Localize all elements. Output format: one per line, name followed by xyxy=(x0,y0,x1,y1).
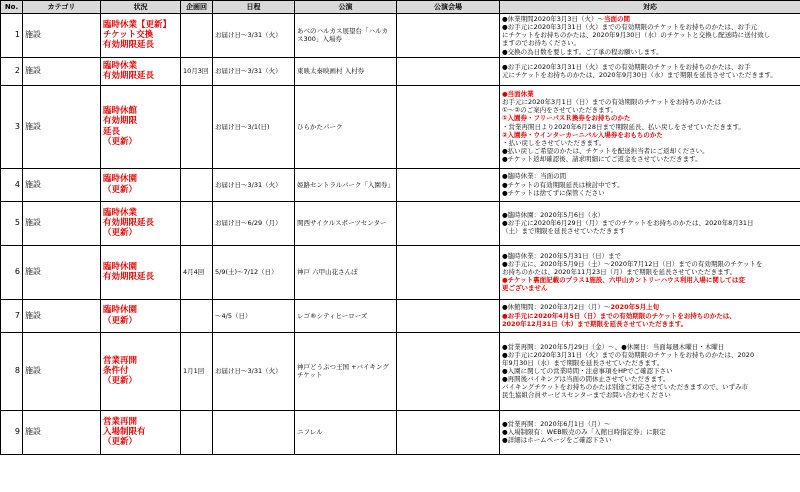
status-line: 営業再開 xyxy=(103,355,138,366)
status-line: （更新） xyxy=(103,315,138,326)
status-line: 営業再開 xyxy=(103,416,138,427)
row-event: 関西サイクルスポーツセンター xyxy=(295,201,397,245)
row-number: 7 xyxy=(1,299,23,332)
response-line xyxy=(502,48,798,56)
row-category: 施設 xyxy=(23,168,101,201)
response-line xyxy=(502,227,798,235)
header-times: 企画回 xyxy=(181,1,213,14)
response-line xyxy=(502,90,798,98)
header-date: 日程 xyxy=(213,1,295,14)
response-text: ●お手元に2020年3月31日（火）までの有効期限のチケットをお持ちのかたは、2020 xyxy=(502,350,755,359)
response-line xyxy=(502,219,798,227)
row-date: お届け日～3/31（火） xyxy=(213,168,295,201)
table-row xyxy=(1,245,800,299)
status-line: 有効期限延長 xyxy=(103,217,155,228)
status-line: 有効期限延長 xyxy=(103,71,155,82)
header-response: 対応 xyxy=(500,1,800,14)
row-venue xyxy=(397,85,500,168)
status-line: 臨時休園 xyxy=(103,305,138,316)
status-line: 有効期限 xyxy=(103,116,138,127)
table-row xyxy=(1,168,800,201)
row-event: 東映太秦映画村 入村券 xyxy=(295,57,397,85)
response-text: ●再開後バイキングは当面の間休止させていただきます。 xyxy=(502,375,670,384)
response-line xyxy=(502,420,798,428)
header-status: 状況 xyxy=(101,1,181,14)
row-status xyxy=(101,85,181,168)
row-date: 5/9(土)～7/12（日） xyxy=(213,245,295,299)
row-number: 5 xyxy=(1,201,23,245)
response-highlight: 更ございません xyxy=(502,284,548,293)
response-highlight: ●お手元に2020年4月5日（日）までの有効期限のチケットをお持ちのかたは、 xyxy=(502,311,736,320)
status-line: チケット交換 xyxy=(103,30,154,41)
status-line: 臨時休園 xyxy=(103,174,138,185)
row-times xyxy=(181,85,213,168)
response-line xyxy=(502,284,798,292)
response-text: ●チケットの有効期限延長は検討中です。 xyxy=(502,180,624,189)
response-text: お手元に2020年3月1日（日）までの有効期限のチケットをお持ちのかたは xyxy=(502,98,722,107)
response-text: ●休館期間：2020年3月2日（月）～ xyxy=(502,303,611,312)
response-text: ●営業再開：2020年6月1日（月）～ xyxy=(502,419,611,428)
response-line xyxy=(502,343,798,351)
response-highlight: ②入園券・ウインターカーニバル入場券をおもちのかた xyxy=(502,130,663,139)
response-line xyxy=(502,320,798,328)
row-response xyxy=(500,14,800,58)
row-category: 施設 xyxy=(23,201,101,245)
header-row xyxy=(1,1,800,14)
response-highlight: ●チケット裏面記載のプラス1施設、六甲山カントリーハウス利用入場に関しては変 xyxy=(502,276,745,285)
row-venue xyxy=(397,410,500,454)
row-venue xyxy=(397,332,500,410)
response-text: ●チケットは捨てずに保管ください xyxy=(502,188,605,197)
status-line: 有効期限延長 xyxy=(103,272,155,283)
status-line: （更新） xyxy=(103,376,138,387)
row-response xyxy=(500,168,800,201)
table-row xyxy=(1,57,800,85)
row-status xyxy=(101,57,181,85)
table-row xyxy=(1,14,800,58)
status-line: 臨時休業 xyxy=(103,207,138,218)
response-text: ●お手元に2020年6月29日（月）までのチケットをお持ちのかたは、2020年8月31日 xyxy=(502,219,754,228)
response-line xyxy=(502,131,798,139)
response-text: ●払い戻しご希望のかたは、チケットを配送担当者にご返却ください。 xyxy=(502,146,709,155)
header-no: No. xyxy=(1,1,23,14)
table-row xyxy=(1,332,800,410)
response-text: ●交換の為日数を要します。ご了承の程お願いします。 xyxy=(502,47,663,56)
row-number: 1 xyxy=(1,14,23,58)
row-venue xyxy=(397,299,500,332)
response-highlight: 2020年5月上旬 xyxy=(610,303,660,312)
row-category: 施設 xyxy=(23,245,101,299)
row-category: 施設 xyxy=(23,57,101,85)
row-category: 施設 xyxy=(23,14,101,58)
response-line xyxy=(502,181,798,189)
row-response xyxy=(500,85,800,168)
row-number: 9 xyxy=(1,410,23,454)
row-date: お届け日～3/31（火） xyxy=(213,332,295,410)
response-text: ・営業再開日より2020年6月28日まで期限延長、払い戻しをさせていただきます。 xyxy=(502,122,745,131)
response-text: 年9月30日（水）まで期限を延長させていただきます。 xyxy=(502,358,664,367)
table-row xyxy=(1,299,800,332)
response-text: ●チケット返却確認後、請求明細にてご返金をさせていただきます。 xyxy=(502,155,702,164)
response-highlight: 2020年12月31日（木）まで期限を延長させていただきます。 xyxy=(502,319,688,328)
row-times: 10月3回 xyxy=(181,57,213,85)
response-line xyxy=(502,303,798,311)
row-venue xyxy=(397,245,500,299)
row-event: 神戸 六甲山花さんぽ xyxy=(295,245,397,299)
response-line xyxy=(502,252,798,260)
row-event: ニフレル xyxy=(295,410,397,454)
row-date: お届け日～6/29（月） xyxy=(213,201,295,245)
response-line xyxy=(502,436,798,444)
header-event: 公演 xyxy=(295,1,397,14)
response-line xyxy=(502,155,798,163)
row-status xyxy=(101,14,181,58)
row-event: 姫路セントラルパーク「入園券」 xyxy=(295,168,397,201)
status-line: 延長 xyxy=(103,126,121,137)
response-text: ●入場制限有：WEB販売のみ「入館日時指定券」に限定 xyxy=(502,428,666,437)
response-line xyxy=(502,139,798,147)
row-times xyxy=(181,410,213,454)
response-line xyxy=(502,63,798,71)
row-status xyxy=(101,201,181,245)
response-text: ●お手元に、2020年5月9日（土）～2020年7月12日（日）までの有効期限のチケットを xyxy=(502,259,763,268)
row-number: 6 xyxy=(1,245,23,299)
table-row xyxy=(1,410,800,454)
response-text: ●臨時休園：2020年5月6日（水） xyxy=(502,210,604,219)
response-text: ●臨時休業：2020年5月31日（日）まで xyxy=(502,251,622,260)
status-line: 条件付 xyxy=(103,365,129,376)
response-text: ●詳細はホームページをご確認下さい xyxy=(502,436,612,445)
row-event: 神戸どうぶつ王国 +バイキングチケット xyxy=(295,332,397,410)
response-line xyxy=(502,260,798,268)
row-response xyxy=(500,299,800,332)
response-line xyxy=(502,268,798,276)
row-status xyxy=(101,332,181,410)
row-event: レゴ®シティヒーローズ xyxy=(295,299,397,332)
header-category: カテゴリ xyxy=(23,1,101,14)
status-line: （更新） xyxy=(103,136,138,147)
status-line: 臨時休館 xyxy=(103,105,138,116)
row-response xyxy=(500,57,800,85)
status-line: （更新） xyxy=(103,437,138,448)
response-text: バイキングチケットをお持ちのかたは別途ご対応させていただきますので、いずみ市 xyxy=(502,383,749,392)
row-number: 4 xyxy=(1,168,23,201)
row-date xyxy=(213,410,295,454)
response-line xyxy=(502,15,798,23)
response-text: （土）まで期限を延長させていただきます xyxy=(502,227,626,236)
row-venue xyxy=(397,201,500,245)
row-status xyxy=(101,410,181,454)
response-line xyxy=(502,114,798,122)
row-number: 3 xyxy=(1,85,23,168)
row-category: 施設 xyxy=(23,332,101,410)
response-line xyxy=(502,189,798,197)
response-line xyxy=(502,147,798,155)
response-line xyxy=(502,123,798,131)
response-line xyxy=(502,211,798,219)
response-text: ●臨時休業：当面の間 xyxy=(502,172,567,181)
row-status xyxy=(101,168,181,201)
row-times: 1月1回 xyxy=(181,332,213,410)
row-response xyxy=(500,201,800,245)
response-line xyxy=(502,359,798,367)
response-text: ・払い戻しをさせていただきます。 xyxy=(502,138,606,147)
response-text: ●入園に関しての営業時間・注意事項をHPでご確認下さい xyxy=(502,367,673,376)
row-times xyxy=(181,168,213,201)
table-row xyxy=(1,85,800,168)
row-number: 8 xyxy=(1,332,23,410)
row-venue xyxy=(397,57,500,85)
row-venue xyxy=(397,14,500,58)
response-text: 元にチケットをお持ちのかたは、2020年9月30日（水）まで期限を延長させていただきます。 xyxy=(502,71,777,80)
response-line xyxy=(502,391,798,399)
row-response xyxy=(500,245,800,299)
row-date: お届け日～3/1(日) xyxy=(213,85,295,168)
response-line xyxy=(502,39,798,47)
table-row xyxy=(1,201,800,245)
row-category: 施設 xyxy=(23,85,101,168)
status-line: 臨時休業 xyxy=(103,60,138,71)
response-text: ●お手元に2020年3月31日（火）までの有効期限のチケットをお持ちのかたは、お手 xyxy=(502,63,751,71)
response-text: ①～②のご案内をさせていただきます。 xyxy=(502,106,618,115)
response-line xyxy=(502,312,798,320)
response-text: ●休業期間2020年3月3日（火）～ xyxy=(502,15,604,23)
row-times xyxy=(181,201,213,245)
status-line: 有効期限延長 xyxy=(103,40,155,51)
response-line xyxy=(502,367,798,375)
row-times xyxy=(181,299,213,332)
response-line xyxy=(502,172,798,180)
row-response xyxy=(500,332,800,410)
response-text: ●営業再開：2020年5月29日（金）～、●休園日：当面毎週木曜日・木曜日 xyxy=(502,342,725,351)
status-line: 入場制限有 xyxy=(103,426,146,437)
row-date: お届け日～3/31（火） xyxy=(213,14,295,58)
row-number: 2 xyxy=(1,57,23,85)
row-times xyxy=(181,14,213,58)
row-date: お届け日～3/31（火） xyxy=(213,57,295,85)
row-status xyxy=(101,299,181,332)
row-venue xyxy=(397,168,500,201)
row-date: ～4/5（日） xyxy=(213,299,295,332)
response-line xyxy=(502,71,798,79)
response-highlight: 当面の間 xyxy=(604,15,630,23)
status-line: 臨時休園 xyxy=(103,261,138,272)
response-highlight: ●当面休業 xyxy=(502,90,534,99)
response-text: ●お手元に2020年3月31日（火）までの有効期限のチケットをお持ちのかたは、お手元 xyxy=(502,23,758,32)
row-status xyxy=(101,245,181,299)
row-category: 施設 xyxy=(23,299,101,332)
row-category: 施設 xyxy=(23,410,101,454)
response-highlight: ①入園券・フリーパスＲ換券をお持ちのかた xyxy=(502,114,631,123)
response-text: お持ちのかたは、2020年11月23日（月）まで期限を延長させていただきます。 xyxy=(502,268,737,277)
row-event: あべのハルカス展望台「ハルカス300」入場券 xyxy=(295,14,397,58)
header-venue: 公演会場 xyxy=(397,1,500,14)
row-response xyxy=(500,410,800,454)
status-line: （更新） xyxy=(103,228,138,239)
response-line xyxy=(502,428,798,436)
response-text: ますのでお待ちください。 xyxy=(502,39,580,48)
response-text: にチケットをお持ちのかたは、2020年9月30日（水）のチケットと交換し配送時に送付致し xyxy=(502,31,771,40)
row-event: ひらかたパーク xyxy=(295,85,397,168)
row-times: 4月4回 xyxy=(181,245,213,299)
response-line xyxy=(502,351,798,359)
status-line: （更新） xyxy=(103,184,138,195)
status-line: 臨時休業【更新】 xyxy=(103,19,172,30)
response-text: 民生協組合員サービスセンターまでお問い合わせください xyxy=(502,391,671,400)
